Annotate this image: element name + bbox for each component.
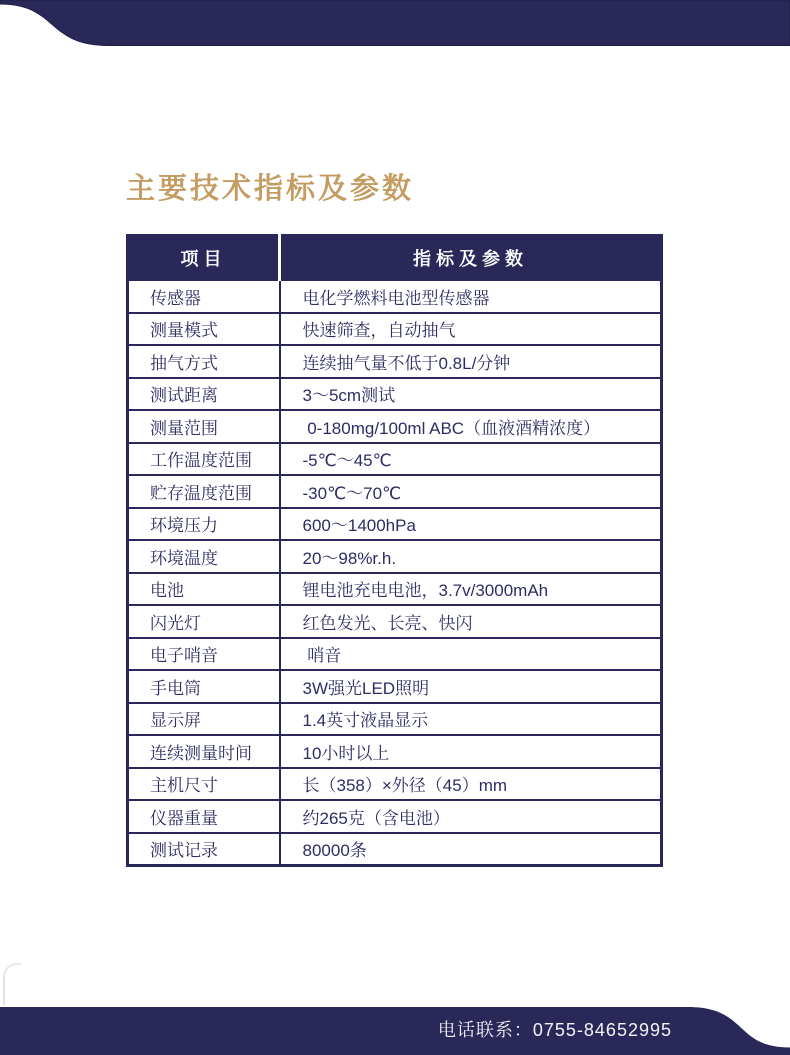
spec-table-row bbox=[128, 768, 662, 801]
spec-table-row bbox=[128, 670, 662, 703]
spec-table-row bbox=[128, 573, 662, 606]
spec-item-cell: 电子哨音 bbox=[128, 638, 280, 671]
spec-item-cell: 测试记录 bbox=[128, 833, 280, 866]
spec-value-cell: 哨音 bbox=[280, 638, 662, 671]
spec-item-cell: 测量模式 bbox=[128, 313, 280, 346]
spec-item-cell: 贮存温度范围 bbox=[128, 475, 280, 508]
spec-table bbox=[126, 234, 663, 867]
spec-value-cell: 600～1400hPa bbox=[280, 508, 662, 541]
spec-table-row bbox=[128, 703, 662, 736]
spec-table-row bbox=[128, 475, 662, 508]
spec-item-cell: 环境温度 bbox=[128, 540, 280, 573]
spec-value-cell: 快速筛查，自动抽气 bbox=[280, 313, 662, 346]
spec-item-cell: 手电筒 bbox=[128, 670, 280, 703]
spec-item-cell: 测量范围 bbox=[128, 410, 280, 443]
spec-value-cell: 1.4英寸液晶显示 bbox=[280, 703, 662, 736]
spec-value-cell: 3～5cm测试 bbox=[280, 378, 662, 411]
spec-value-cell: 3W强光LED照明 bbox=[280, 670, 662, 703]
spec-value-cell: 10小时以上 bbox=[280, 735, 662, 768]
spec-table-row bbox=[128, 540, 662, 573]
spec-table-row bbox=[128, 833, 662, 866]
spec-item-cell: 电池 bbox=[128, 573, 280, 606]
spec-value-cell: 锂电池充电电池，3.7v/3000mAh bbox=[280, 573, 662, 606]
spec-table-container bbox=[126, 234, 663, 867]
spec-value-cell: -5℃～45℃ bbox=[280, 443, 662, 476]
spec-item-cell: 抽气方式 bbox=[128, 345, 280, 378]
spec-item-cell: 测试距离 bbox=[128, 378, 280, 411]
spec-item-cell: 闪光灯 bbox=[128, 605, 280, 638]
spec-table-row bbox=[128, 735, 662, 768]
spec-value-cell: 红色发光、长亮、快闪 bbox=[280, 605, 662, 638]
spec-item-cell: 传感器 bbox=[128, 280, 280, 313]
spec-value-cell: 连续抽气量不低于0.8L/分钟 bbox=[280, 345, 662, 378]
spec-table-row bbox=[128, 410, 662, 443]
spec-table-row bbox=[128, 638, 662, 671]
card-corner-accent bbox=[3, 963, 21, 1005]
spec-table-row bbox=[128, 443, 662, 476]
spec-item-cell: 仪器重量 bbox=[128, 800, 280, 833]
spec-table-row bbox=[128, 605, 662, 638]
spec-table-row bbox=[128, 508, 662, 541]
spec-item-cell: 主机尺寸 bbox=[128, 768, 280, 801]
column-header-item: 项目 bbox=[128, 236, 280, 281]
spec-item-cell: 环境压力 bbox=[128, 508, 280, 541]
column-header-value: 指标及参数 bbox=[280, 236, 662, 281]
spec-value-cell: 长（358）×外径（45）mm bbox=[280, 768, 662, 801]
spec-table-body bbox=[128, 280, 662, 866]
top-band-shape bbox=[0, 0, 790, 48]
spec-item-cell: 显示屏 bbox=[128, 703, 280, 736]
spec-value-cell: 20～98%r.h. bbox=[280, 540, 662, 573]
spec-value-cell: 80000条 bbox=[280, 833, 662, 866]
spec-value-cell: 约265克（含电池） bbox=[280, 800, 662, 833]
spec-table-header-row bbox=[128, 236, 662, 281]
spec-table-row bbox=[128, 280, 662, 313]
footer-contact-phone: 电话联系：0755-84652995 bbox=[437, 1020, 672, 1040]
spec-value-cell: 电化学燃料电池型传感器 bbox=[280, 280, 662, 313]
spec-item-cell: 连续测量时间 bbox=[128, 735, 280, 768]
spec-table-row bbox=[128, 345, 662, 378]
spec-table-row bbox=[128, 800, 662, 833]
spec-value-cell: 0-180mg/100ml ABC（血液酒精浓度） bbox=[280, 410, 662, 443]
spec-item-cell: 工作温度范围 bbox=[128, 443, 280, 476]
spec-value-cell: -30℃～70℃ bbox=[280, 475, 662, 508]
spec-table-row bbox=[128, 313, 662, 346]
page-title: 主要技术指标及参数 bbox=[126, 173, 415, 205]
spec-table-row bbox=[128, 378, 662, 411]
